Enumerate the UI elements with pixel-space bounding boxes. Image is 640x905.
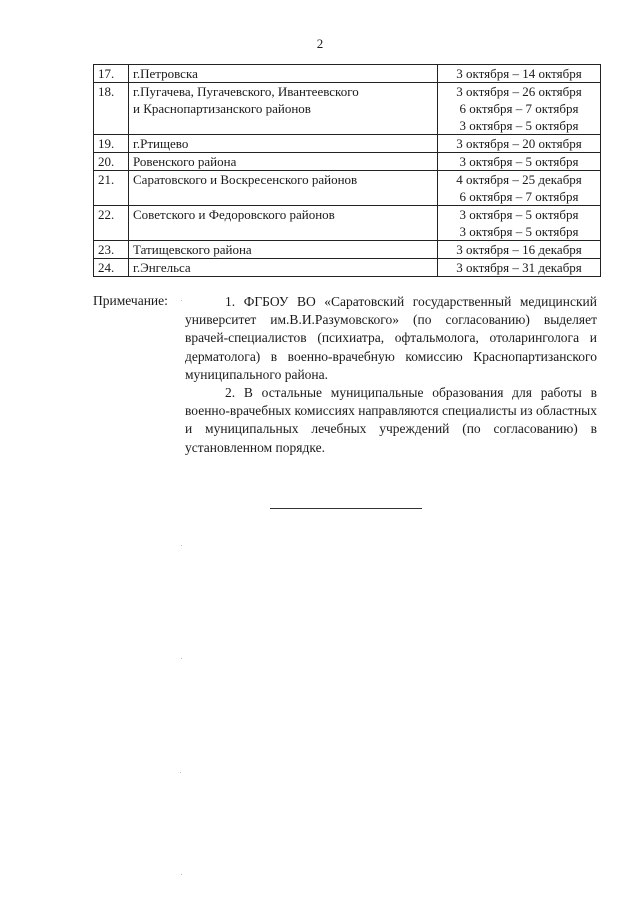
- date-range-cell: [438, 241, 601, 259]
- row-number: 23.: [94, 241, 129, 259]
- date-range: 3 октября – 5 октября: [459, 207, 579, 222]
- table-row: [94, 171, 601, 206]
- district-name-line: г.Пугачева, Пугачевского, Ивантеевского: [133, 84, 359, 99]
- date-range-cell: [438, 206, 601, 241]
- date-range: 6 октября – 7 октября: [459, 189, 579, 204]
- table-row: [94, 241, 601, 259]
- district-name: [129, 171, 438, 206]
- table-row: [94, 83, 601, 135]
- row-number: 20.: [94, 153, 129, 171]
- scan-speck: [181, 874, 182, 875]
- district-name: [129, 65, 438, 83]
- date-range: 6 октября – 7 октября: [459, 101, 579, 116]
- district-name-line: Ровенского района: [133, 154, 237, 169]
- district-name: [129, 259, 438, 277]
- date-range-cell: [438, 153, 601, 171]
- note-paragraph-2: 2. В остальные муниципальные образования для работы в военно-врачебных комиссиях направляются специалисты из областных и муниципальных лечебных учреждений (по согласованию) в установленном порядке.: [185, 385, 597, 455]
- row-number: 24.: [94, 259, 129, 277]
- date-range: 3 октября – 16 декабря: [456, 242, 582, 257]
- separator-line: [270, 508, 422, 509]
- district-name: [129, 153, 438, 171]
- table-row: [94, 206, 601, 241]
- row-number: 22.: [94, 206, 129, 241]
- date-range: 3 октября – 5 октября: [459, 118, 579, 133]
- date-range: 3 октября – 14 октября: [456, 66, 582, 81]
- district-name: [129, 135, 438, 153]
- date-range: 3 октября – 26 октября: [456, 84, 582, 99]
- note-body: [185, 293, 597, 457]
- row-number: 21.: [94, 171, 129, 206]
- date-range-cell: [438, 171, 601, 206]
- row-number: 18.: [94, 83, 129, 135]
- district-name-line: Советского и Федоровского районов: [133, 207, 335, 222]
- district-name-line: Татищевского района: [133, 242, 252, 257]
- district-name-line: г.Петровска: [133, 66, 198, 81]
- table-row: [94, 65, 601, 83]
- date-range-cell: [438, 65, 601, 83]
- date-range-cell: [438, 83, 601, 135]
- table-row: [94, 153, 601, 171]
- district-name: [129, 83, 438, 135]
- district-name: [129, 241, 438, 259]
- scan-speck: [180, 772, 181, 773]
- date-range: 3 октября – 5 октября: [459, 224, 579, 239]
- scan-speck: [181, 658, 182, 659]
- note-paragraph-1: 1. ФГБОУ ВО «Саратовский государственный медицинский университет им.В.И.Разумовского» (по согласованию) выделяет врачей-специалистов (психиатра, офтальмолога, отоларинголога и дерматолога) в военно-врачебную комиссию Краснопартизанского муниципального района.: [185, 294, 597, 382]
- district-name-line: г.Энгельса: [133, 260, 191, 275]
- row-number: 19.: [94, 135, 129, 153]
- district-name: [129, 206, 438, 241]
- date-range: 3 октября – 31 декабря: [456, 260, 582, 275]
- schedule-table: [93, 64, 601, 277]
- scan-speck: [181, 545, 182, 546]
- table-row: [94, 259, 601, 277]
- row-number: 17.: [94, 65, 129, 83]
- district-name-line: Саратовского и Воскресенского районов: [133, 172, 358, 187]
- date-range: 4 октября – 25 декабря: [456, 172, 582, 187]
- date-range-cell: [438, 135, 601, 153]
- note-label: Примечание:: [93, 293, 168, 308]
- date-range: 3 октября – 20 октября: [456, 136, 582, 151]
- table-row: [94, 135, 601, 153]
- date-range-cell: [438, 259, 601, 277]
- date-range: 3 октября – 5 октября: [459, 154, 579, 169]
- district-name-line: и Краснопартизанского районов: [133, 101, 311, 116]
- scan-speck: [181, 300, 182, 301]
- district-name-line: г.Ртищево: [133, 136, 189, 151]
- page-number: 2: [316, 36, 324, 51]
